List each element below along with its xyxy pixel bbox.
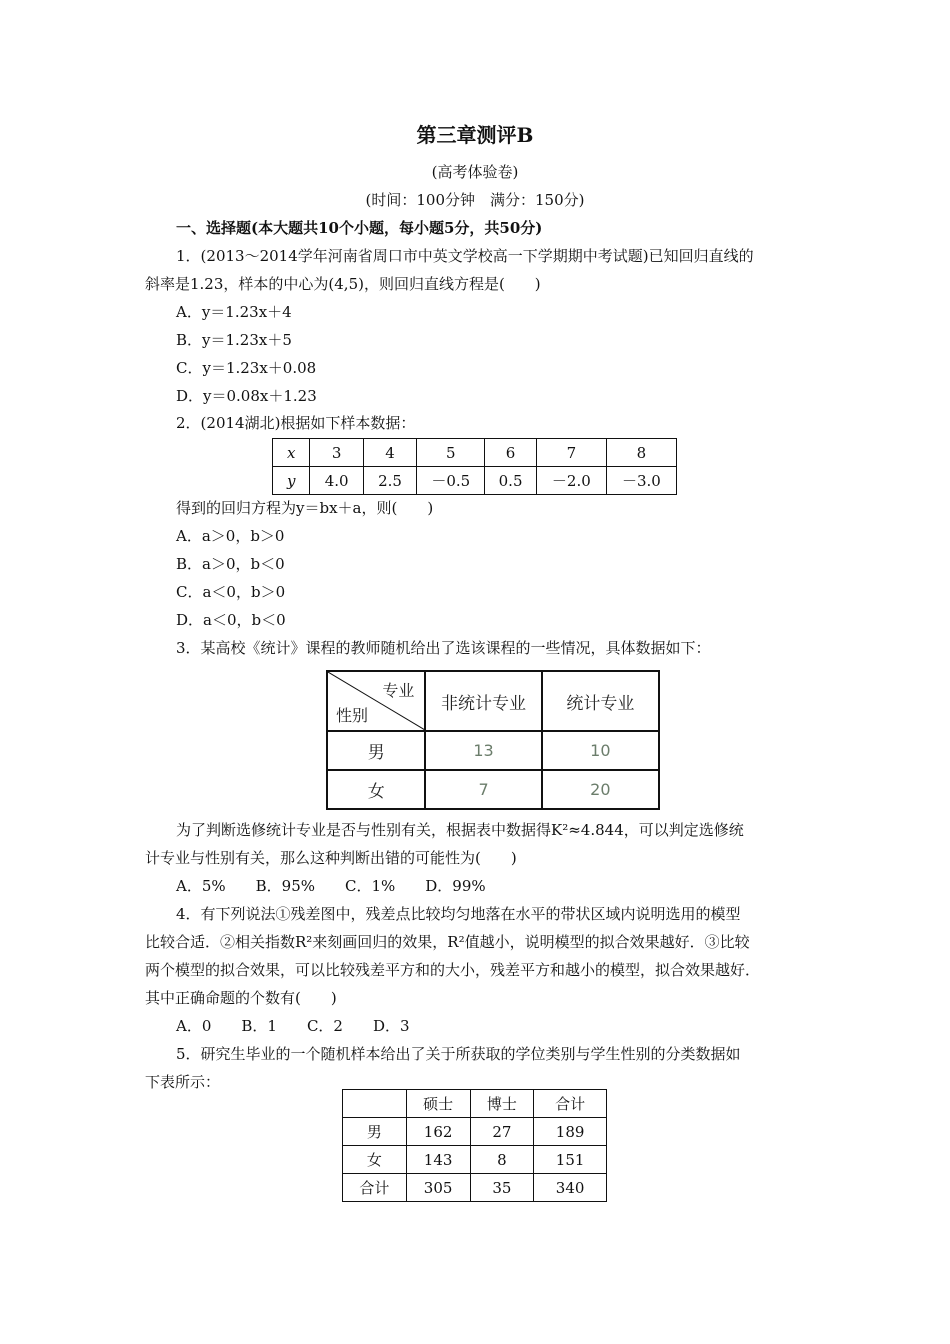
table-cell: 8 bbox=[470, 1146, 534, 1174]
table-row bbox=[327, 770, 659, 809]
table-row bbox=[327, 671, 659, 731]
table-cell: 305 bbox=[406, 1174, 470, 1202]
q2-stem: 2．(2014湖北)根据如下样本数据： bbox=[176, 414, 416, 432]
q1-option-b: B．y＝1.23x＋5 bbox=[176, 331, 292, 349]
table-cell: 0.5 bbox=[485, 467, 536, 495]
table-row-label: 男 bbox=[327, 731, 425, 770]
table-cell: 4.0 bbox=[310, 467, 363, 495]
q5-line2: 下表所示： bbox=[145, 1073, 221, 1091]
table-cell: 143 bbox=[406, 1146, 470, 1174]
q3-line2: 计专业与性别有关，那么这种判断出错的可能性为( ) bbox=[145, 849, 517, 867]
table-header-cell: x bbox=[273, 439, 310, 467]
q1-option-d: D．y＝0.08x＋1.23 bbox=[176, 387, 317, 405]
table-cell: －0.5 bbox=[417, 467, 485, 495]
table-header-cell: 非统计专业 bbox=[425, 671, 541, 731]
q1-stem-line2: 斜率是1.23，样本的中心为(4,5)，则回归直线方程是( ) bbox=[145, 275, 541, 293]
table-cell: 189 bbox=[534, 1118, 607, 1146]
q4-line4: 其中正确命题的个数有( ) bbox=[145, 989, 337, 1007]
table-cell: 10 bbox=[542, 731, 659, 770]
table-row bbox=[343, 1174, 607, 1202]
q1-stem-line1: 1．(2013～2014学年河南省周口市中英文学校高一下学期期中考试题)已知回归直线的 bbox=[176, 247, 754, 265]
q2-option-b: B．a＞0，b＜0 bbox=[176, 555, 285, 573]
q2-follow: 得到的回归方程为y＝bx＋a，则( ) bbox=[176, 499, 434, 517]
table-cell: 162 bbox=[406, 1118, 470, 1146]
q1-option-c: C．y＝1.23x＋0.08 bbox=[176, 359, 317, 377]
table-header-cell: 博士 bbox=[470, 1090, 534, 1118]
q3-line1: 为了判断选修统计专业是否与性别有关，根据表中数据得K²≈4.844，可以判定选修统 bbox=[176, 821, 744, 839]
q5-line1: 5．研究生毕业的一个随机样本给出了关于所获取的学位类别与学生性别的分类数据如 bbox=[176, 1045, 741, 1063]
corner-bottom-label: 性别 bbox=[336, 706, 369, 725]
q1-option-a: A．y＝1.23x＋4 bbox=[176, 303, 292, 321]
q3-stem: 3．某高校《统计》课程的教师随机给出了选该课程的一些情况，具体数据如下： bbox=[176, 639, 711, 657]
table-cell: 27 bbox=[470, 1118, 534, 1146]
q2-option-d: D．a＜0，b＜0 bbox=[176, 611, 286, 629]
table-cell: 2.5 bbox=[363, 467, 416, 495]
table-cell: 340 bbox=[534, 1174, 607, 1202]
table-header-cell bbox=[343, 1090, 407, 1118]
q2-option-a: A．a＞0，b＞0 bbox=[176, 527, 285, 545]
q2-option-c: C．a＜0，b＞0 bbox=[176, 583, 286, 601]
q4-line3: 两个模型的拟合效果，可以比较残差平方和的大小，残差平方和越小的模型，拟合效果越好． bbox=[145, 961, 761, 979]
table-cell: 6 bbox=[485, 439, 536, 467]
table-corner-cell bbox=[327, 671, 425, 731]
table-cell: 20 bbox=[542, 770, 659, 809]
table-header-cell: 合计 bbox=[534, 1090, 607, 1118]
table-cell: －2.0 bbox=[536, 467, 606, 495]
q4-options: A．0 B．1 C．2 D．3 bbox=[176, 1017, 410, 1035]
table-cell: 7 bbox=[536, 439, 606, 467]
section-heading: 一、选择题(本大题共10个小题，每小题5分，共50分) bbox=[176, 219, 543, 237]
corner-top-label: 专业 bbox=[382, 681, 415, 700]
q4-line1: 4．有下列说法①残差图中，残差点比较均匀地落在水平的带状区域内说明选用的模型 bbox=[176, 905, 741, 923]
table-cell: 151 bbox=[534, 1146, 607, 1174]
table-row-label: 女 bbox=[343, 1146, 407, 1174]
q3-options: A．5% B．95% C．1% D．99% bbox=[176, 877, 486, 895]
table-row-label: 合计 bbox=[343, 1174, 407, 1202]
table-header-cell: y bbox=[273, 467, 310, 495]
table-row-label: 男 bbox=[343, 1118, 407, 1146]
time-score-info: (时间：100分钟 满分：150分) bbox=[365, 191, 585, 209]
table-row bbox=[343, 1090, 607, 1118]
table-cell: 8 bbox=[606, 439, 676, 467]
table-row bbox=[327, 731, 659, 770]
q5-degree-table bbox=[342, 1089, 607, 1202]
table-row-label: 女 bbox=[327, 770, 425, 809]
table-cell: 5 bbox=[417, 439, 485, 467]
table-row bbox=[273, 467, 677, 495]
q2-sample-table bbox=[272, 438, 677, 495]
table-cell: 7 bbox=[425, 770, 541, 809]
table-cell: －3.0 bbox=[606, 467, 676, 495]
table-header-cell: 统计专业 bbox=[542, 671, 659, 731]
table-cell: 13 bbox=[425, 731, 541, 770]
table-header-cell: 硕士 bbox=[406, 1090, 470, 1118]
q4-line2: 比较合适．②相关指数R²来刻画回归的效果，R²值越小，说明模型的拟合效果越好．③比较 bbox=[145, 933, 750, 951]
page-subtitle: (高考体验卷) bbox=[431, 163, 519, 181]
q3-contingency-table bbox=[326, 670, 660, 810]
table-row bbox=[343, 1118, 607, 1146]
table-cell: 35 bbox=[470, 1174, 534, 1202]
table-cell: 3 bbox=[310, 439, 363, 467]
table-row bbox=[273, 439, 677, 467]
table-cell: 4 bbox=[363, 439, 416, 467]
table-row bbox=[343, 1146, 607, 1174]
page-title: 第三章测评B bbox=[416, 123, 534, 147]
